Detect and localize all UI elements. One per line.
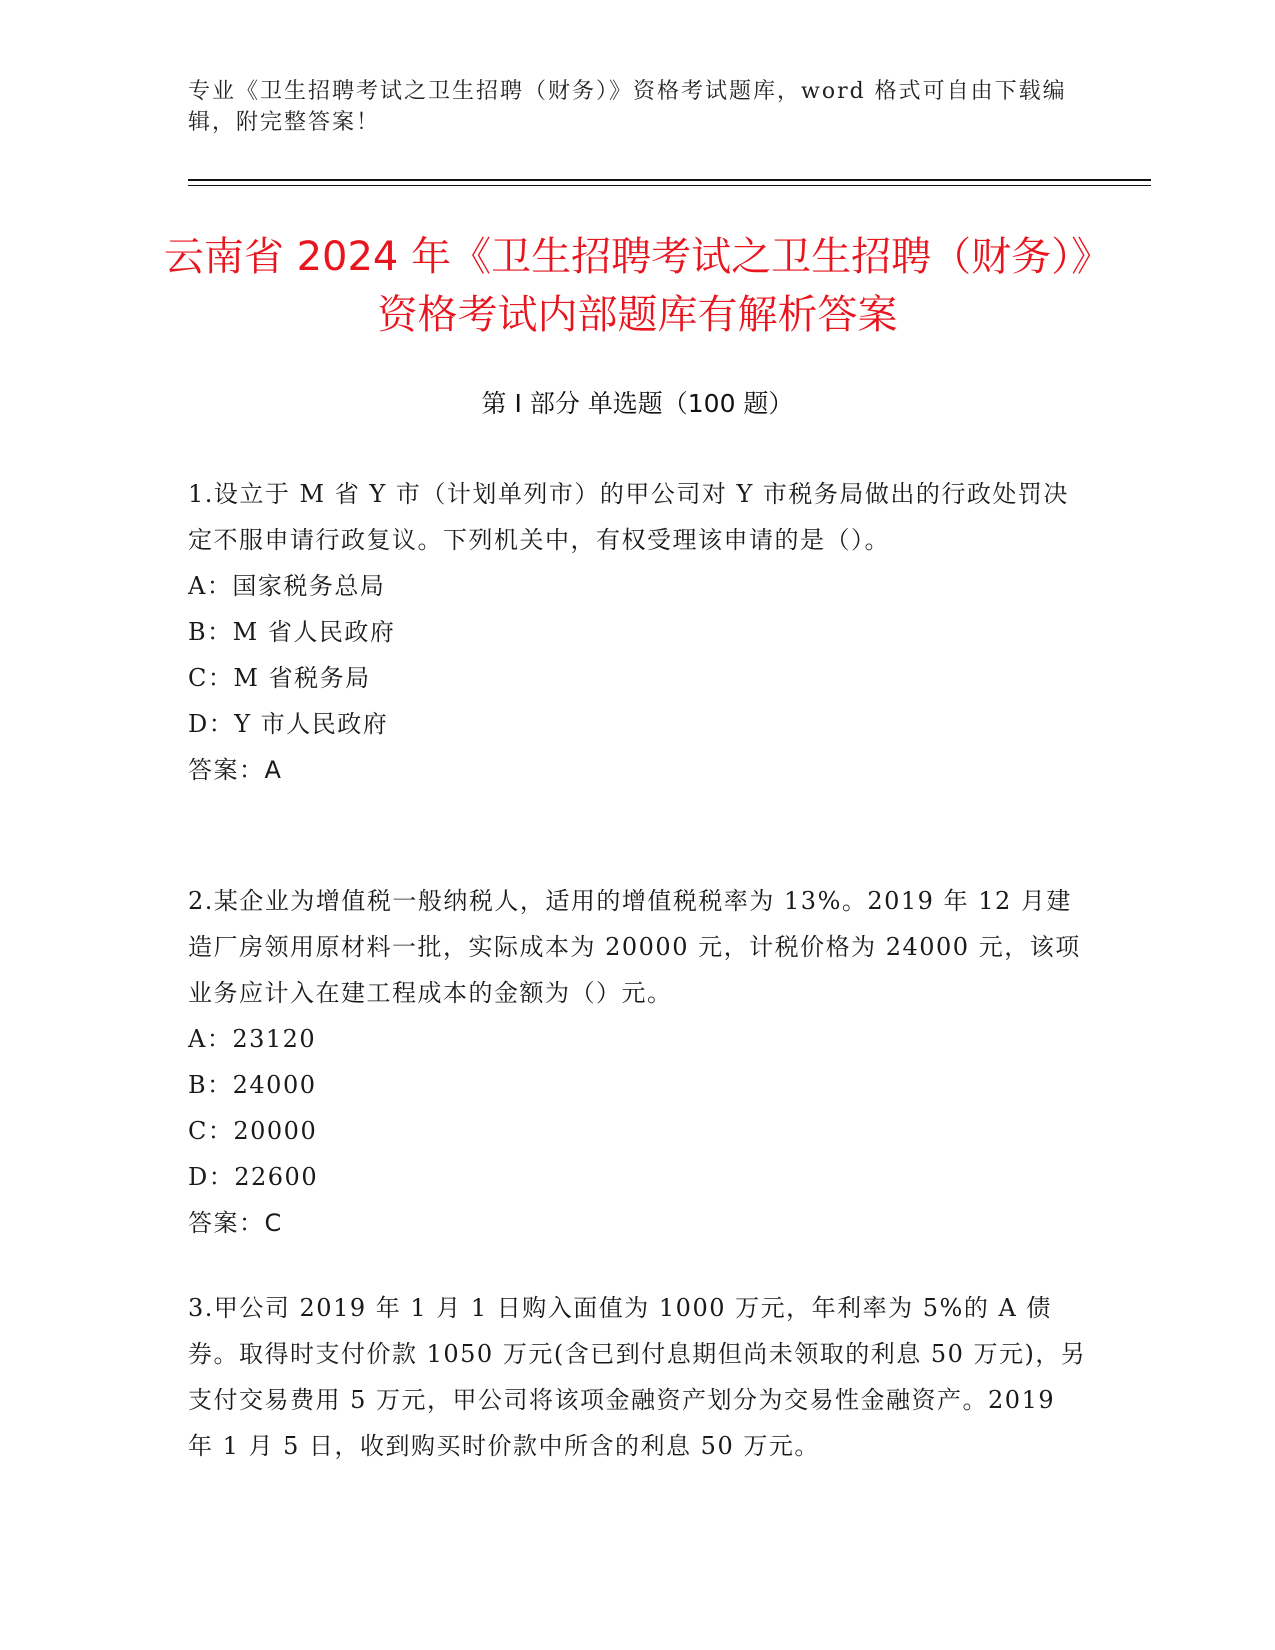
question-text: 3.甲公司 2019 年 1 月 1 日购入面值为 1000 万元，年利率为 5%的 A 债券。取得时支付价款 1050 万元(含已到付息期但尚未领取的利息 50 万元)，另支付交易费用 5 万元，甲公司将该项金融资产划分为交易性金融资产。2019 年 1 月 5 日，收到购买时价款中所含的利息 50 万元。 bbox=[188, 1294, 1087, 1460]
option-a: A：23120 bbox=[188, 1025, 317, 1053]
question-2 bbox=[188, 878, 1088, 1246]
option-c: C：20000 bbox=[188, 1117, 318, 1145]
section-title: 第 I 部分 单选题（100 题） bbox=[481, 389, 794, 418]
option-a: A：国家税务总局 bbox=[188, 572, 386, 600]
option-c: C：M 省税务局 bbox=[188, 664, 371, 692]
document-title: 云南省 2024 年《卫生招聘考试之卫生招聘（财务）》资格考试内部题库有解析答案 bbox=[163, 234, 1112, 338]
question-text: 1.设立于 M 省 Y 市（计划单列市）的甲公司对 Y 市税务局做出的行政处罚决定不服申请行政复议。下列机关中，有权受理该申请的是（）。 bbox=[188, 480, 1069, 554]
option-d: D：Y 市人民政府 bbox=[188, 710, 389, 738]
header-note: 专业《卫生招聘考试之卫生招聘（财务）》资格考试题库，word 格式可自由下载编辑，附完整答案！ bbox=[188, 79, 1067, 135]
option-b: B：24000 bbox=[188, 1071, 317, 1099]
option-b: B：M 省人民政府 bbox=[188, 618, 396, 646]
header-divider-thin bbox=[188, 185, 1151, 186]
header-divider-thick bbox=[188, 179, 1151, 181]
answer: 答案：C bbox=[188, 1209, 283, 1237]
question-1 bbox=[188, 471, 1088, 793]
question-text: 2.某企业为增值税一般纳税人，适用的增值税税率为 13%。2019 年 12 月建造厂房领用原材料一批，实际成本为 20000 元，计税价格为 24000 元，该项业务应计入在建工程成本的金额为（）元。 bbox=[188, 887, 1081, 1007]
option-d: D：22600 bbox=[188, 1163, 319, 1191]
question-3 bbox=[188, 1285, 1088, 1469]
answer: 答案：A bbox=[188, 756, 283, 784]
